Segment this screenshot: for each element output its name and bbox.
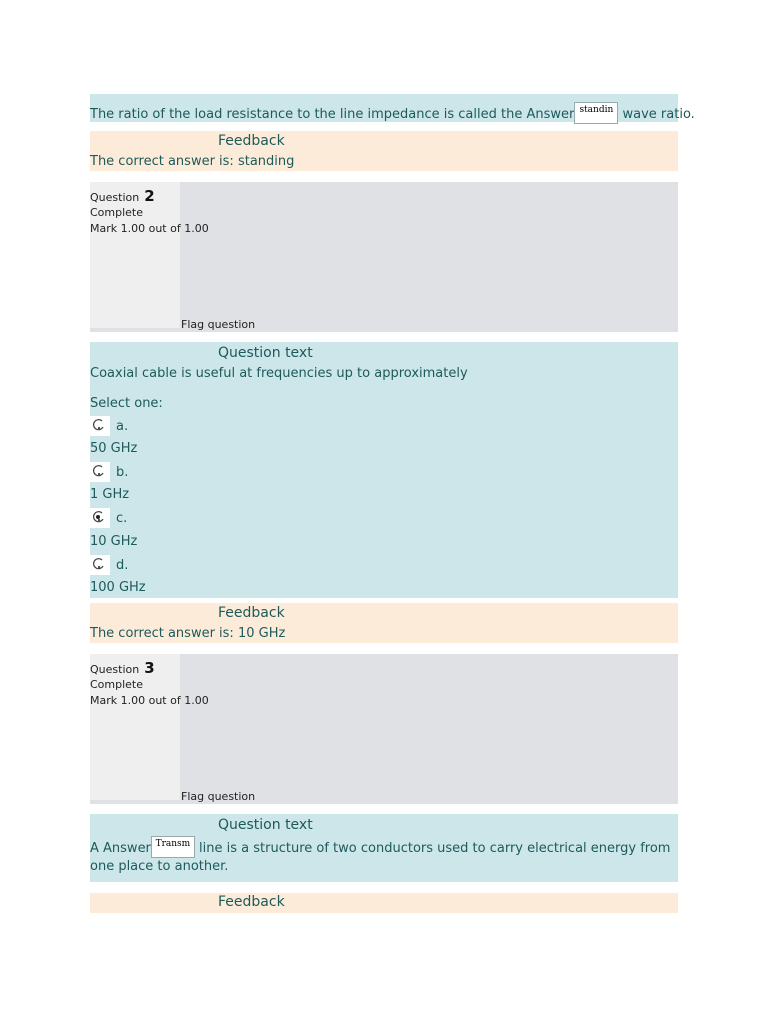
q3-title [90, 658, 155, 677]
radio-selected-icon[interactable] [90, 508, 110, 528]
q2-option-b-text: 1 GHz [90, 487, 130, 502]
q2-feedback-panel [90, 603, 678, 643]
radio-icon[interactable] [90, 462, 110, 482]
q3-mark: Mark 1.00 out of 1.00 [90, 694, 209, 707]
q2-info-column [90, 182, 209, 328]
q3-flag-question[interactable]: Flag question [181, 790, 256, 803]
q2-option-c-letter: c. [116, 511, 128, 526]
q1-text [90, 102, 695, 124]
q1-feedback-label: Feedback [218, 133, 285, 149]
q1-text-before: The ratio of the load resistance to the line impedance is called the Answer [90, 107, 575, 122]
q2-option-d-text: 100 GHz [90, 580, 146, 595]
q3-info-column [90, 654, 209, 800]
q2-number: 2 [144, 187, 155, 205]
radio-icon[interactable] [90, 416, 110, 436]
q2-state: Complete [90, 206, 144, 219]
q3-feedback-label: Feedback [218, 894, 285, 910]
q2-feedback-label: Feedback [218, 605, 285, 621]
q3-feedback-panel [90, 893, 678, 913]
q1-text-after: wave ratio. [622, 107, 695, 122]
q2-option-c-text: 10 GHz [90, 534, 138, 549]
q3-state: Complete [90, 678, 144, 691]
q2-feedback-text: The correct answer is: 10 GHz [90, 626, 286, 641]
q3-text-before: A Answer [90, 841, 151, 856]
q3-info-panel [90, 654, 678, 804]
q1-feedback-text: The correct answer is: standing [90, 154, 295, 169]
q1-feedback-panel [90, 131, 678, 171]
q2-select-one: Select one: [90, 396, 163, 411]
q2-question-panel [90, 342, 678, 598]
q2-option-d-letter: d. [116, 558, 129, 573]
q2-title [90, 186, 155, 205]
q3-answer-field[interactable]: Transm [151, 836, 195, 858]
q2-qtext-label: Question text [218, 345, 313, 361]
q3-qtext-label: Question text [218, 817, 313, 833]
q2-option-a-letter: a. [116, 419, 129, 434]
q2-info-panel [90, 182, 678, 332]
q1-answer-field[interactable]: standin [574, 102, 618, 124]
q3-text-after: line is a structure of two conductors used to carry electrical energy from one place to another. [90, 841, 671, 874]
q2-question-label: Question [90, 191, 140, 204]
q2-qtext: Coaxial cable is useful at frequencies up to approximately [90, 366, 468, 381]
q2-mark: Mark 1.00 out of 1.00 [90, 222, 209, 235]
q2-flag-question[interactable]: Flag question [181, 318, 256, 331]
q1-question-row [90, 94, 695, 122]
q2-option-b-letter: b. [116, 465, 129, 480]
q3-number: 3 [144, 659, 155, 677]
q3-question-panel [90, 814, 678, 882]
q3-qtext [90, 836, 678, 876]
radio-icon[interactable] [90, 555, 110, 575]
q2-option-a-text: 50 GHz [90, 441, 138, 456]
q3-question-label: Question [90, 663, 140, 676]
